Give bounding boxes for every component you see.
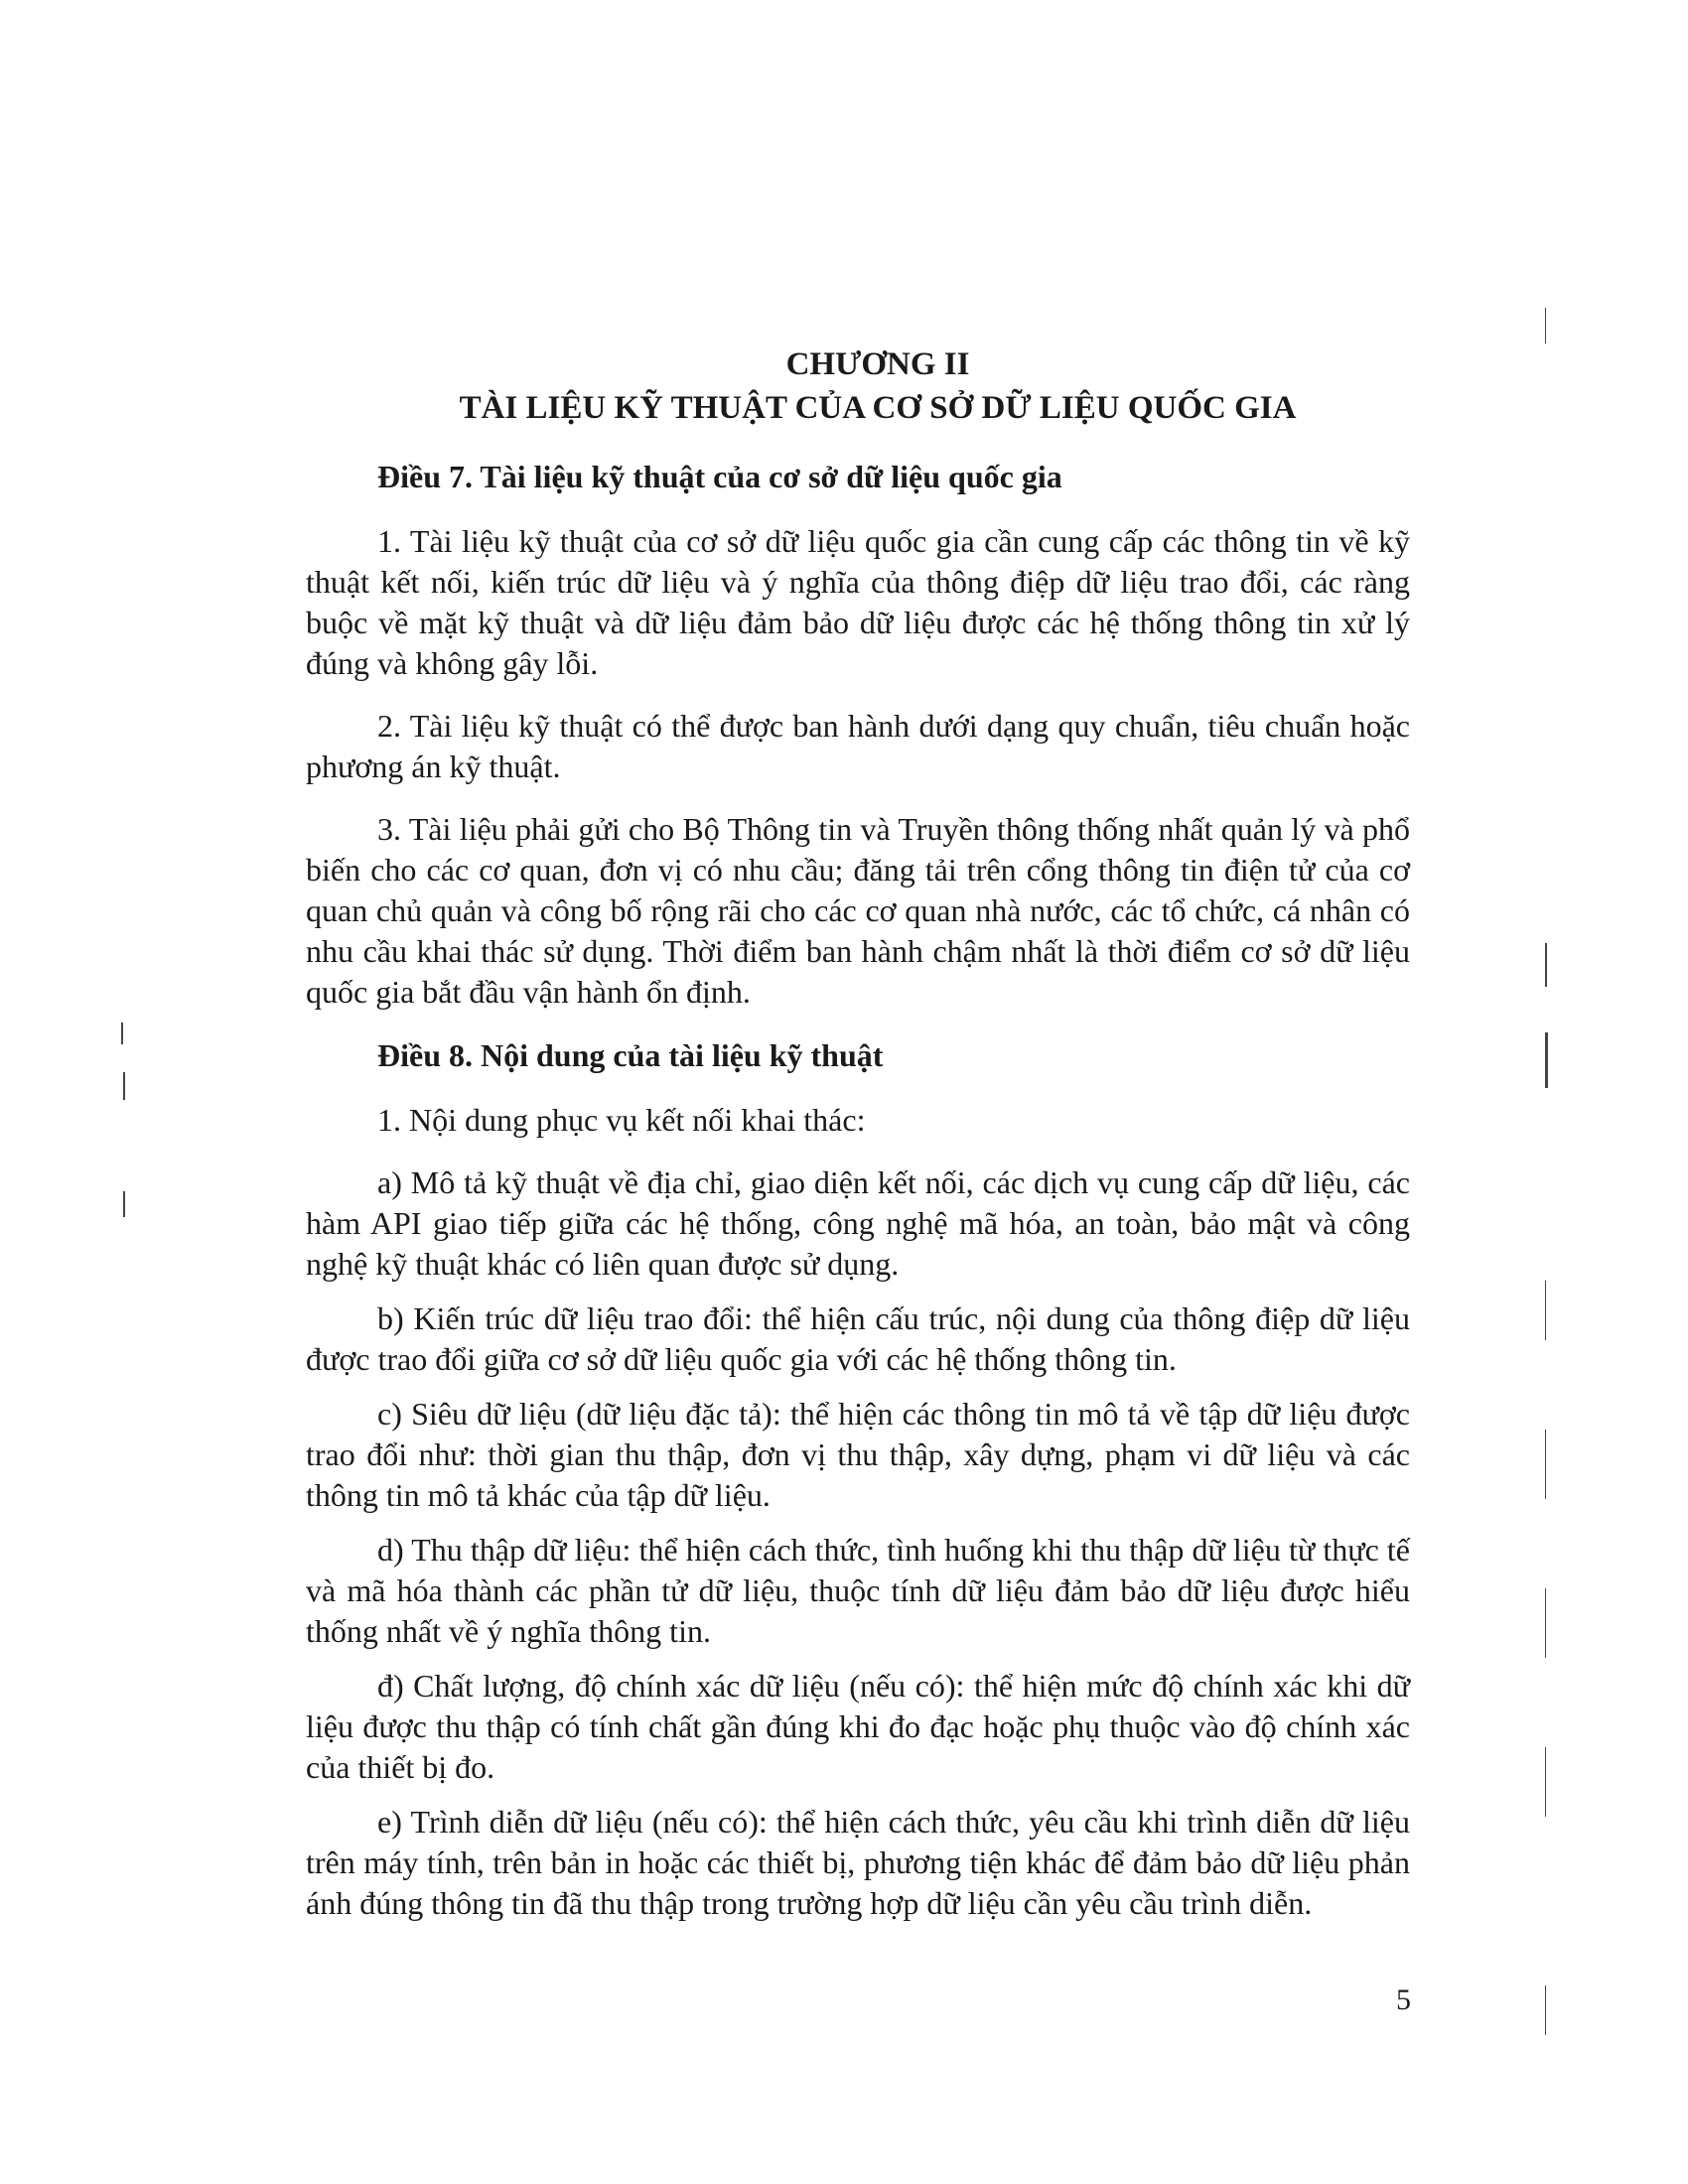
chapter-title: CHƯƠNG II: [785, 346, 970, 382]
article-8-item-e: e) Trình diễn dữ liệu (nếu có): thể hiện cách thức, yêu cầu khi trình diễn dữ liệu trên máy tính, trên bản in hoặc các thiết bị, phương tiện khác để đảm bảo dữ liệu phản ánh đúng thông tin đã thu thập trong trường hợp dữ liệu cần yêu cầu trình diễn.: [306, 1804, 1410, 1921]
scan-mark: [1545, 1430, 1546, 1499]
page-number: 5: [1396, 1983, 1411, 2016]
article-8-item-dd: đ) Chất lượng, độ chính xác dữ liệu (nếu có): thể hiện mức độ chính xác khi dữ liệu được thu thập có tính chất gần đúng khi đo đạc hoặc phụ thuộc vào độ chính xác của thiết bị đo.: [306, 1668, 1410, 1785]
article-8-item-d: d) Thu thập dữ liệu: thể hiện cách thức, tình huống khi thu thập dữ liệu từ thực tế và mã hóa thành các phần tử dữ liệu, thuộc tính dữ liệu đảm bảo dữ liệu được hiểu thống nhất về ý nghĩa thông tin.: [306, 1532, 1410, 1649]
scan-mark: [121, 1023, 123, 1044]
article-8-heading: Điều 8. Nội dung của tài liệu kỹ thuật: [377, 1037, 884, 1073]
article-8-item-a: a) Mô tả kỹ thuật về địa chỉ, giao diện kết nối, các dịch vụ cung cấp dữ liệu, các hàm API giao tiếp giữa các hệ thống, công nghệ mã hóa, an toàn, bảo mật và công nghệ kỹ thuật khác có liên quan được sử dụng.: [306, 1164, 1410, 1282]
scan-mark: [1545, 1985, 1546, 2035]
scan-mark: [1545, 1747, 1546, 1817]
scan-mark: [1545, 308, 1546, 343]
scan-mark: [1545, 1588, 1546, 1658]
article-7-clause-1: 1. Tài liệu kỹ thuật của cơ sở dữ liệu quốc gia cần cung cấp các thông tin về kỹ thuật kết nối, kiến trúc dữ liệu và ý nghĩa của thông điệp dữ liệu trao đổi, các ràng buộc về mặt kỹ thuật và dữ liệu đảm bảo dữ liệu được các hệ thống thông tin xử lý đúng và không gây lỗi.: [306, 523, 1410, 681]
article-8-item-b: b) Kiến trúc dữ liệu trao đổi: thể hiện cấu trúc, nội dung của thông điệp dữ liệu được trao đổi giữa cơ sở dữ liệu quốc gia với các hệ thống thông tin.: [306, 1300, 1410, 1377]
document-body: [306, 342, 1410, 1938]
article-7-clause-3: 3. Tài liệu phải gửi cho Bộ Thông tin và Truyền thông thống nhất quản lý và phổ biến cho các cơ quan, đơn vị có nhu cầu; đăng tải trên cổng thông tin điện tử của cơ quan chủ quản và công bố rộng rãi cho các cơ quan nhà nước, các tổ chức, cá nhân có nhu cầu khai thác sử dụng. Thời điểm ban hành chậm nhất là thời điểm cơ sở dữ liệu quốc gia bắt đầu vận hành ổn định.: [306, 811, 1410, 1010]
article-8-clause-1: 1. Nội dung phục vụ kết nối khai thác:: [377, 1102, 866, 1138]
scan-mark: [1545, 943, 1547, 987]
chapter-subtitle: TÀI LIỆU KỸ THUẬT CỦA CƠ SỞ DỮ LIỆU QUỐC GIA: [459, 390, 1297, 426]
scan-mark: [1545, 1281, 1546, 1340]
article-8-item-c: c) Siêu dữ liệu (dữ liệu đặc tả): thể hiện các thông tin mô tả về tập dữ liệu được trao đổi như: thời gian thu thập, đơn vị thu thập, xây dựng, phạm vi dữ liệu và các thông tin mô tả khác của tập dữ liệu.: [306, 1396, 1410, 1513]
article-7-clause-2: 2. Tài liệu kỹ thuật có thể được ban hành dưới dạng quy chuẩn, tiêu chuẩn hoặc phương án kỹ thuật.: [306, 708, 1410, 784]
scan-mark: [123, 1191, 125, 1217]
scan-mark: [1545, 1032, 1548, 1088]
scan-mark: [123, 1072, 125, 1100]
article-7-heading: Điều 7. Tài liệu kỹ thuật của cơ sở dữ liệu quốc gia: [377, 459, 1062, 494]
